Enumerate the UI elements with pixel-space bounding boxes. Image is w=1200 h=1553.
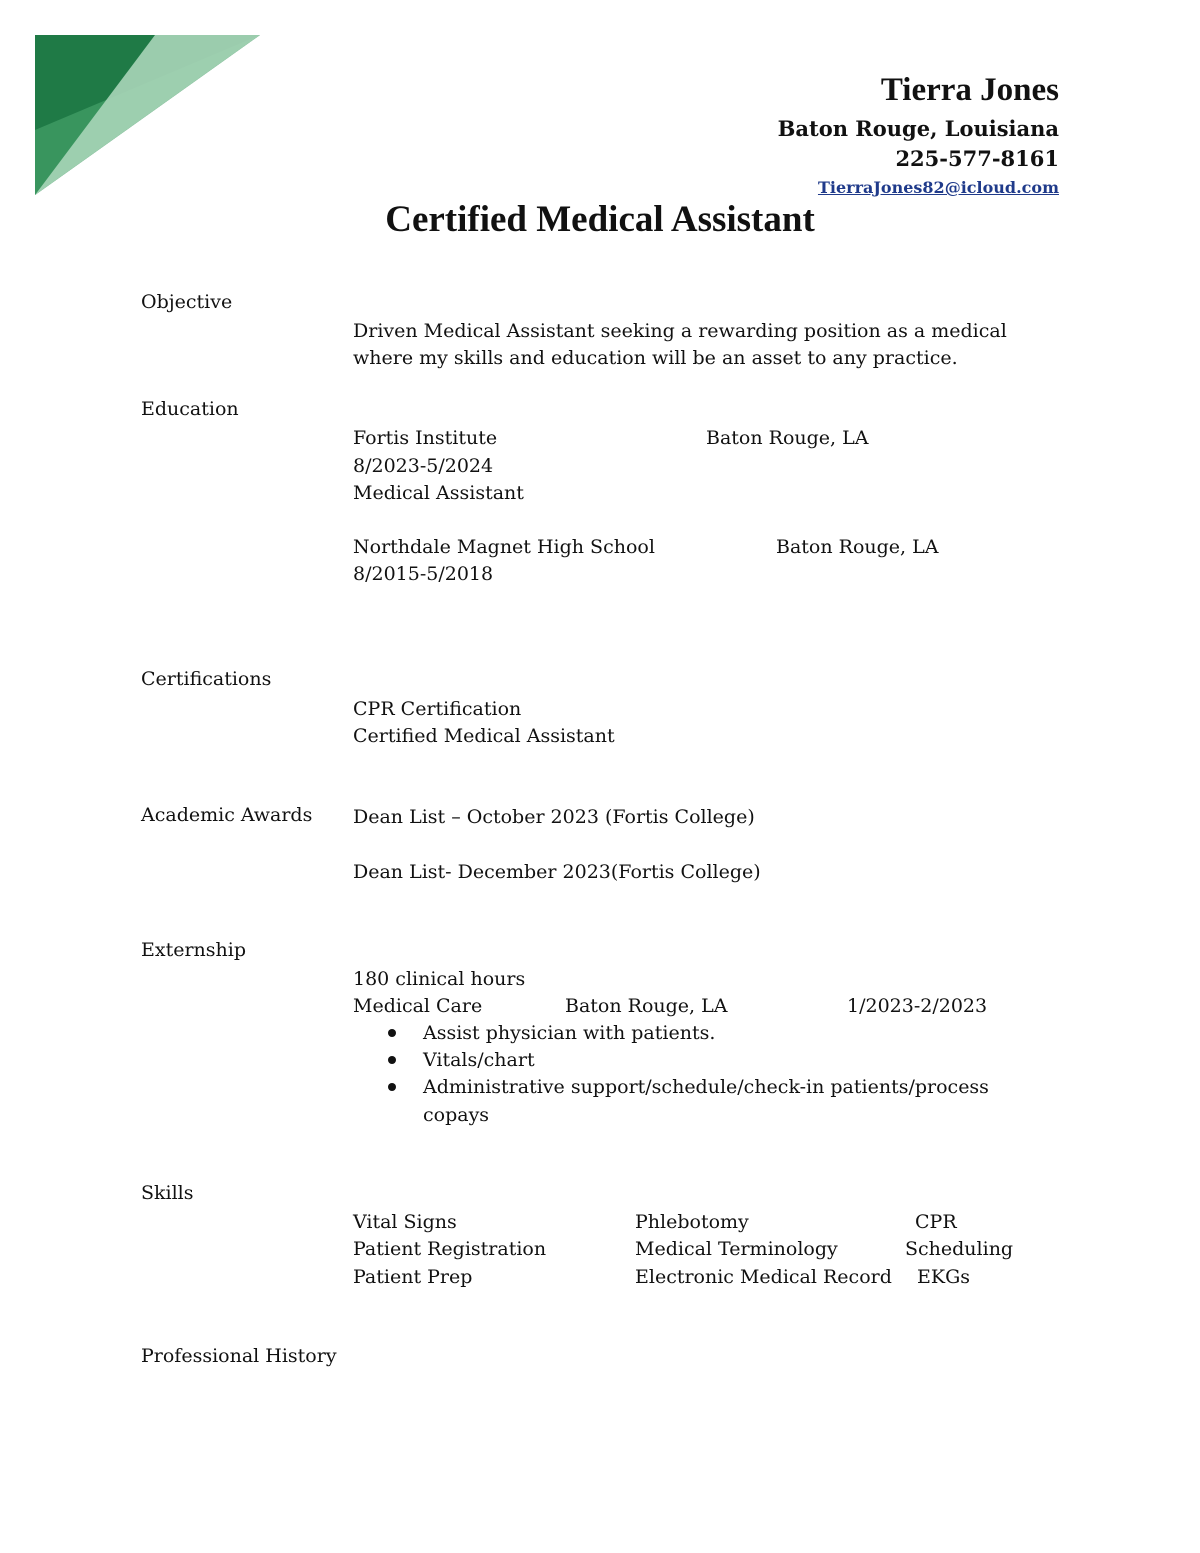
externship-duty: Administrative support/schedule/check-in patients/process	[423, 1076, 989, 1098]
skill-item: Electronic Medical Record	[635, 1266, 892, 1288]
applicant-location: Baton Rouge, Louisiana	[777, 116, 1059, 141]
section-heading-skills: Skills	[141, 1182, 194, 1204]
certification-item: CPR Certification	[353, 698, 522, 720]
objective-line: Driven Medical Assistant seeking a rewarding position as a medical	[353, 320, 1007, 342]
award-item: Dean List- December 2023(Fortis College)	[353, 861, 761, 883]
skill-item: Patient Prep	[353, 1266, 473, 1288]
objective-line: where my skills and education will be an asset to any practice.	[353, 347, 958, 369]
bullet-dot	[388, 1083, 396, 1091]
section-heading-professional-history: Professional History	[141, 1345, 337, 1367]
skill-item: CPR	[915, 1211, 957, 1233]
corner-decoration	[35, 35, 260, 195]
skill-item: EKGs	[917, 1266, 970, 1288]
award-item: Dean List – October 2023 (Fortis College)	[353, 806, 755, 828]
school-dates: 8/2023-5/2024	[353, 455, 494, 477]
externship-dates: 1/2023-2/2023	[847, 995, 988, 1017]
section-heading-awards: Academic Awards	[141, 804, 313, 826]
externship-duty: Vitals/chart	[423, 1049, 535, 1071]
school-name: Fortis Institute	[353, 427, 498, 449]
skill-item: Patient Registration	[353, 1238, 547, 1260]
school-location: Baton Rouge, LA	[776, 536, 939, 558]
skill-item: Phlebotomy	[635, 1211, 749, 1233]
applicant-email-link[interactable]: TierraJones82@icloud.com	[817, 178, 1059, 197]
applicant-phone: 225-577-8161	[895, 146, 1059, 171]
externship-duty-continued: copays	[423, 1104, 490, 1126]
bullet-dot	[388, 1056, 396, 1064]
externship-location: Baton Rouge, LA	[565, 995, 728, 1017]
skill-item: Scheduling	[905, 1238, 1014, 1260]
bullet-dot	[388, 1029, 396, 1037]
externship-duty: Assist physician with patients.	[423, 1022, 716, 1044]
resume-title: Certified Medical Assistant	[385, 199, 815, 240]
section-heading-externship: Externship	[141, 939, 247, 961]
applicant-name: Tierra Jones	[880, 72, 1059, 108]
school-location: Baton Rouge, LA	[706, 427, 869, 449]
externship-hours: 180 clinical hours	[353, 968, 526, 990]
externship-place: Medical Care	[353, 995, 483, 1017]
school-name: Northdale Magnet High School	[353, 536, 655, 558]
skill-item: Medical Terminology	[635, 1238, 838, 1260]
school-program: Medical Assistant	[353, 482, 524, 504]
section-heading-education: Education	[141, 398, 239, 420]
section-heading-certifications: Certifications	[141, 668, 272, 690]
skill-item: Vital Signs	[353, 1211, 457, 1233]
section-heading-objective: Objective	[141, 291, 233, 313]
school-dates: 8/2015-5/2018	[353, 563, 494, 585]
certification-item: Certified Medical Assistant	[353, 725, 615, 747]
